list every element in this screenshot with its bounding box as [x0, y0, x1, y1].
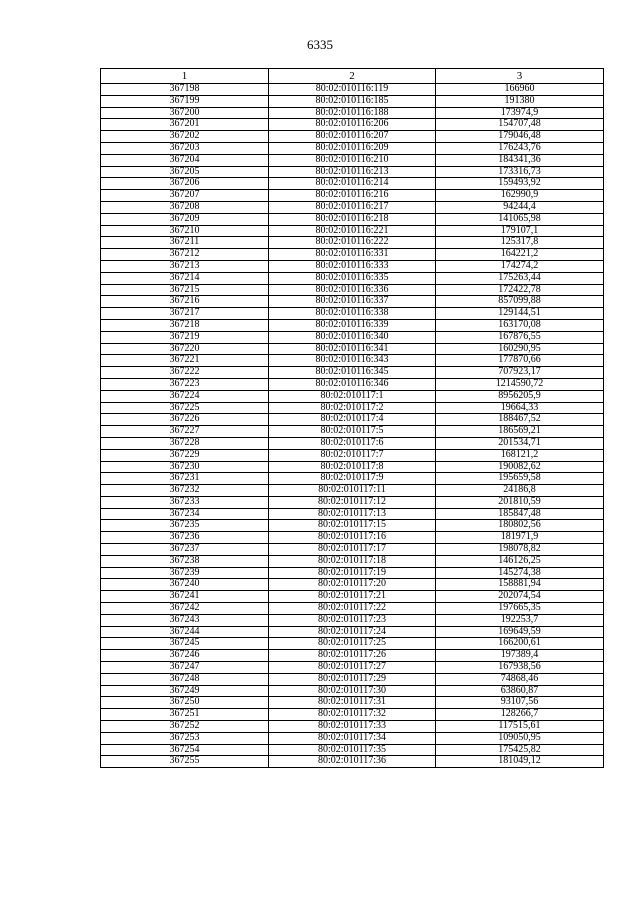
value-cell: 24186,8: [436, 485, 604, 497]
cadastral-number-cell: 80:02:010116:214: [269, 178, 436, 190]
row-number-cell: 367228: [101, 437, 269, 449]
row-number-cell: 367198: [101, 84, 269, 96]
table-row: [101, 426, 604, 438]
row-number-cell: 367219: [101, 331, 269, 343]
table-row: [101, 131, 604, 143]
cadastral-number-cell: 80:02:010117:29: [269, 673, 436, 685]
cadastral-number-cell: 80:02:010116:346: [269, 378, 436, 390]
row-number-cell: 367246: [101, 650, 269, 662]
cadastral-number-cell: 80:02:010116:343: [269, 355, 436, 367]
cadastral-number-cell: 80:02:010117:8: [269, 461, 436, 473]
value-cell: 172422,78: [436, 284, 604, 296]
table-row: [101, 260, 604, 272]
value-cell: 174274,2: [436, 260, 604, 272]
row-number-cell: 367218: [101, 319, 269, 331]
value-cell: 186569,21: [436, 426, 604, 438]
value-cell: 857099,88: [436, 296, 604, 308]
cadastral-number-cell: 80:02:010117:36: [269, 756, 436, 768]
cadastral-number-cell: 80:02:010116:339: [269, 319, 436, 331]
value-cell: 169649,59: [436, 626, 604, 638]
table-row: [101, 673, 604, 685]
table-row: [101, 437, 604, 449]
table-row: [101, 414, 604, 426]
cadastral-number-cell: 80:02:010117:24: [269, 626, 436, 638]
table-row: [101, 154, 604, 166]
row-number-cell: 367227: [101, 426, 269, 438]
row-number-cell: 367212: [101, 249, 269, 261]
value-cell: 1214590,72: [436, 378, 604, 390]
row-number-cell: 367253: [101, 732, 269, 744]
row-number-cell: 367216: [101, 296, 269, 308]
value-cell: 201810,59: [436, 496, 604, 508]
table-row: [101, 520, 604, 532]
cadastral-number-cell: 80:02:010116:209: [269, 142, 436, 154]
value-cell: 159493,92: [436, 178, 604, 190]
row-number-cell: 367225: [101, 402, 269, 414]
value-cell: 175263,44: [436, 272, 604, 284]
cadastral-number-cell: 80:02:010116:210: [269, 154, 436, 166]
cadastral-number-cell: 80:02:010116:337: [269, 296, 436, 308]
table-row: [101, 84, 604, 96]
row-number-cell: 367209: [101, 213, 269, 225]
row-number-cell: 367241: [101, 591, 269, 603]
table-row: [101, 485, 604, 497]
cadastral-number-cell: 80:02:010117:22: [269, 603, 436, 615]
row-number-cell: 367235: [101, 520, 269, 532]
row-number-cell: 367245: [101, 638, 269, 650]
value-cell: 181049,12: [436, 756, 604, 768]
row-number-cell: 367243: [101, 614, 269, 626]
value-cell: 166200,61: [436, 638, 604, 650]
row-number-cell: 367206: [101, 178, 269, 190]
value-cell: 173316,73: [436, 166, 604, 178]
table-row: [101, 709, 604, 721]
table-row: [101, 272, 604, 284]
row-number-cell: 367224: [101, 390, 269, 402]
row-number-cell: 367237: [101, 544, 269, 556]
cadastral-number-cell: 80:02:010116:331: [269, 249, 436, 261]
table-row: [101, 355, 604, 367]
value-cell: 191380: [436, 95, 604, 107]
value-cell: 94244,4: [436, 201, 604, 213]
value-cell: 185847,48: [436, 508, 604, 520]
value-cell: 109050,95: [436, 732, 604, 744]
cadastral-number-cell: 80:02:010117:15: [269, 520, 436, 532]
row-number-cell: 367234: [101, 508, 269, 520]
table-row: [101, 544, 604, 556]
table-row: [101, 685, 604, 697]
table-row: [101, 579, 604, 591]
value-cell: 201534,71: [436, 437, 604, 449]
cadastral-number-cell: 80:02:010116:221: [269, 225, 436, 237]
table-header: [101, 69, 604, 84]
row-number-cell: 367220: [101, 343, 269, 355]
value-cell: 176243,76: [436, 142, 604, 154]
cadastral-number-cell: 80:02:010116:207: [269, 131, 436, 143]
row-number-cell: 367254: [101, 744, 269, 756]
row-number-cell: 367211: [101, 237, 269, 249]
value-cell: 129144,51: [436, 308, 604, 320]
value-cell: 8956205,9: [436, 390, 604, 402]
cadastral-number-cell: 80:02:010117:11: [269, 485, 436, 497]
row-number-cell: 367207: [101, 190, 269, 202]
row-number-cell: 367204: [101, 154, 269, 166]
row-number-cell: 367239: [101, 567, 269, 579]
value-cell: 166960: [436, 84, 604, 96]
value-cell: 188467,52: [436, 414, 604, 426]
cadastral-number-cell: 80:02:010117:26: [269, 650, 436, 662]
row-number-cell: 367231: [101, 473, 269, 485]
value-cell: 167938,56: [436, 662, 604, 674]
table-row: [101, 756, 604, 768]
cadastral-number-cell: 80:02:010116:188: [269, 107, 436, 119]
cadastral-number-cell: 80:02:010117:6: [269, 437, 436, 449]
row-number-cell: 367210: [101, 225, 269, 237]
table-row: [101, 662, 604, 674]
cadastral-number-cell: 80:02:010117:18: [269, 555, 436, 567]
table-row: [101, 555, 604, 567]
table-row: [101, 95, 604, 107]
value-cell: 179046,48: [436, 131, 604, 143]
cadastral-number-cell: 80:02:010116:216: [269, 190, 436, 202]
table-row: [101, 650, 604, 662]
row-number-cell: 367233: [101, 496, 269, 508]
value-cell: 198078,82: [436, 544, 604, 556]
row-number-cell: 367238: [101, 555, 269, 567]
value-cell: 197665,35: [436, 603, 604, 615]
row-number-cell: 367215: [101, 284, 269, 296]
cadastral-number-cell: 80:02:010116:217: [269, 201, 436, 213]
value-cell: 192253,7: [436, 614, 604, 626]
value-cell: 181971,9: [436, 532, 604, 544]
cadastral-number-cell: 80:02:010117:4: [269, 414, 436, 426]
row-number-cell: 367222: [101, 367, 269, 379]
cadastral-number-cell: 80:02:010116:333: [269, 260, 436, 272]
row-number-cell: 367250: [101, 697, 269, 709]
cadastral-number-cell: 80:02:010117:35: [269, 744, 436, 756]
value-cell: 177870,66: [436, 355, 604, 367]
cadastral-number-cell: 80:02:010116:119: [269, 84, 436, 96]
value-cell: 125317,8: [436, 237, 604, 249]
value-cell: 145274,38: [436, 567, 604, 579]
cadastral-number-cell: 80:02:010116:185: [269, 95, 436, 107]
table-row: [101, 166, 604, 178]
row-number-cell: 367251: [101, 709, 269, 721]
table-row: [101, 249, 604, 261]
row-number-cell: 367214: [101, 272, 269, 284]
value-cell: 195659,58: [436, 473, 604, 485]
cadastral-number-cell: 80:02:010117:23: [269, 614, 436, 626]
table-row: [101, 473, 604, 485]
row-number-cell: 367242: [101, 603, 269, 615]
table-row: [101, 119, 604, 131]
row-number-cell: 367213: [101, 260, 269, 272]
row-number-cell: 367199: [101, 95, 269, 107]
value-cell: 168121,2: [436, 449, 604, 461]
column-header-3: 3: [436, 69, 604, 84]
value-cell: 162990,9: [436, 190, 604, 202]
value-cell: 190082,62: [436, 461, 604, 473]
cadastral-number-cell: 80:02:010117:13: [269, 508, 436, 520]
row-number-cell: 367247: [101, 662, 269, 674]
cadastral-number-cell: 80:02:010116:341: [269, 343, 436, 355]
value-cell: 154707,48: [436, 119, 604, 131]
column-header-2: 2: [269, 69, 436, 84]
cadastral-number-cell: 80:02:010117:19: [269, 567, 436, 579]
cadastral-number-cell: 80:02:010116:338: [269, 308, 436, 320]
value-cell: 163170,08: [436, 319, 604, 331]
cadastral-number-cell: 80:02:010117:9: [269, 473, 436, 485]
cadastral-number-cell: 80:02:010117:17: [269, 544, 436, 556]
table-row: [101, 390, 604, 402]
table-row: [101, 367, 604, 379]
cadastral-number-cell: 80:02:010117:25: [269, 638, 436, 650]
table-row: [101, 343, 604, 355]
cadastral-number-cell: 80:02:010117:34: [269, 732, 436, 744]
data-table: [100, 68, 604, 768]
row-number-cell: 367248: [101, 673, 269, 685]
row-number-cell: 367255: [101, 756, 269, 768]
row-number-cell: 367229: [101, 449, 269, 461]
row-number-cell: 367217: [101, 308, 269, 320]
table-row: [101, 284, 604, 296]
table-row: [101, 402, 604, 414]
value-cell: 146126,25: [436, 555, 604, 567]
table-row: [101, 201, 604, 213]
table-row: [101, 603, 604, 615]
row-number-cell: 367201: [101, 119, 269, 131]
cadastral-number-cell: 80:02:010116:336: [269, 284, 436, 296]
value-cell: 197389,4: [436, 650, 604, 662]
row-number-cell: 367221: [101, 355, 269, 367]
value-cell: 164221,2: [436, 249, 604, 261]
row-number-cell: 367249: [101, 685, 269, 697]
row-number-cell: 367232: [101, 485, 269, 497]
cadastral-number-cell: 80:02:010117:5: [269, 426, 436, 438]
table-row: [101, 626, 604, 638]
row-number-cell: 367203: [101, 142, 269, 154]
table-row: [101, 744, 604, 756]
cadastral-number-cell: 80:02:010117:2: [269, 402, 436, 414]
cadastral-number-cell: 80:02:010117:27: [269, 662, 436, 674]
table-row: [101, 378, 604, 390]
cadastral-number-cell: 80:02:010117:20: [269, 579, 436, 591]
cadastral-number-cell: 80:02:010117:32: [269, 709, 436, 721]
table-row: [101, 296, 604, 308]
table-row: [101, 225, 604, 237]
table-row: [101, 319, 604, 331]
value-cell: 141065,98: [436, 213, 604, 225]
table-row: [101, 496, 604, 508]
cadastral-number-cell: 80:02:010117:1: [269, 390, 436, 402]
table-row: [101, 190, 604, 202]
value-cell: 173974,9: [436, 107, 604, 119]
row-number-cell: 367223: [101, 378, 269, 390]
table-row: [101, 532, 604, 544]
value-cell: 707923,17: [436, 367, 604, 379]
table-header-row: [101, 69, 604, 84]
cadastral-number-cell: 80:02:010116:335: [269, 272, 436, 284]
value-cell: 63860,87: [436, 685, 604, 697]
cadastral-number-cell: 80:02:010116:222: [269, 237, 436, 249]
table-row: [101, 107, 604, 119]
value-cell: 179107,1: [436, 225, 604, 237]
column-header-1: 1: [101, 69, 269, 84]
cadastral-number-cell: 80:02:010117:21: [269, 591, 436, 603]
table-row: [101, 142, 604, 154]
table-row: [101, 732, 604, 744]
value-cell: 93107,56: [436, 697, 604, 709]
value-cell: 158881,94: [436, 579, 604, 591]
value-cell: 128266,7: [436, 709, 604, 721]
value-cell: 180802,56: [436, 520, 604, 532]
value-cell: 160290,95: [436, 343, 604, 355]
table-row: [101, 237, 604, 249]
table-row: [101, 461, 604, 473]
cadastral-number-cell: 80:02:010117:30: [269, 685, 436, 697]
page-number: 6335: [307, 37, 333, 52]
cadastral-number-cell: 80:02:010117:16: [269, 532, 436, 544]
cadastral-number-cell: 80:02:010116:340: [269, 331, 436, 343]
row-number-cell: 367202: [101, 131, 269, 143]
cadastral-number-cell: 80:02:010116:213: [269, 166, 436, 178]
value-cell: 117515,61: [436, 721, 604, 733]
row-number-cell: 367208: [101, 201, 269, 213]
cadastral-number-cell: 80:02:010117:7: [269, 449, 436, 461]
table-row: [101, 567, 604, 579]
cadastral-number-cell: 80:02:010117:33: [269, 721, 436, 733]
table-row: [101, 638, 604, 650]
table-row: [101, 591, 604, 603]
row-number-cell: 367244: [101, 626, 269, 638]
cadastral-number-cell: 80:02:010116:218: [269, 213, 436, 225]
table-row: [101, 178, 604, 190]
table-row: [101, 508, 604, 520]
row-number-cell: 367205: [101, 166, 269, 178]
table-row: [101, 449, 604, 461]
cadastral-number-cell: 80:02:010116:345: [269, 367, 436, 379]
table-row: [101, 614, 604, 626]
value-cell: 202074,54: [436, 591, 604, 603]
row-number-cell: 367236: [101, 532, 269, 544]
row-number-cell: 367200: [101, 107, 269, 119]
row-number-cell: 367226: [101, 414, 269, 426]
row-number-cell: 367240: [101, 579, 269, 591]
table-body: [101, 84, 604, 768]
value-cell: 175425,82: [436, 744, 604, 756]
value-cell: 184341,36: [436, 154, 604, 166]
row-number-cell: 367230: [101, 461, 269, 473]
value-cell: 167876,55: [436, 331, 604, 343]
value-cell: 74868,46: [436, 673, 604, 685]
table-row: [101, 721, 604, 733]
value-cell: 19664,33: [436, 402, 604, 414]
cadastral-number-cell: 80:02:010117:31: [269, 697, 436, 709]
table-row: [101, 697, 604, 709]
row-number-cell: 367252: [101, 721, 269, 733]
table-row: [101, 331, 604, 343]
cadastral-number-cell: 80:02:010116:206: [269, 119, 436, 131]
table-row: [101, 213, 604, 225]
cadastral-number-cell: 80:02:010117:12: [269, 496, 436, 508]
table-row: [101, 308, 604, 320]
